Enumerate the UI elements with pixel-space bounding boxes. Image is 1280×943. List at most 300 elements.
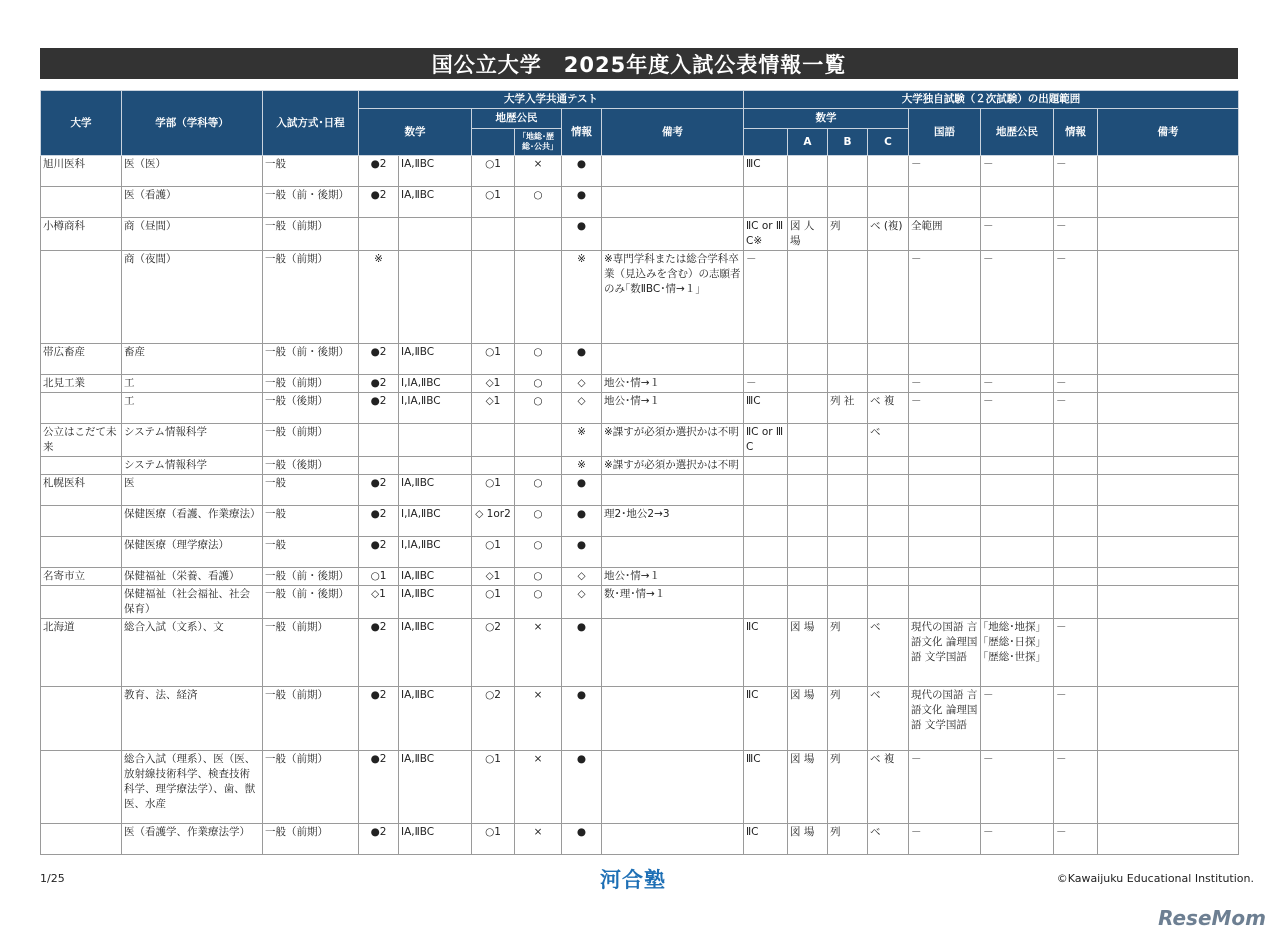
cell-own-math: ⅡC (744, 619, 788, 687)
header-own-exam: 大学独自試験（２次試験）の出題範囲 (744, 91, 1239, 109)
cell-method: 一般（前期） (263, 218, 359, 251)
cell-own-chireki (981, 506, 1054, 537)
cell-own-note (1098, 251, 1239, 344)
cell-univ (41, 537, 122, 568)
cell-cm-chireki-sub (515, 457, 562, 475)
cell-cm-chireki-sub: × (515, 751, 562, 824)
cell-own-info: － (1054, 393, 1098, 424)
cell-cm-chireki: ○1 (472, 586, 515, 619)
header-chireki: 地歴公民 (472, 109, 562, 129)
cell-univ: 公立はこだて未来 (41, 424, 122, 457)
cell-own-math-a (788, 537, 828, 568)
cell-cm-math-subjects: ⅠA,ⅡBC (399, 751, 472, 824)
cell-cm-note (602, 537, 744, 568)
cell-own-math-b: 列 社 (828, 393, 868, 424)
cell-cm-note: ※専門学科または総合学科卒業（見込みを含む）の志願者のみ｢数ⅡBC･情→１｣ (602, 251, 744, 344)
cell-cm-chireki-sub: ○ (515, 375, 562, 393)
cell-cm-math-mark: ●2 (359, 619, 399, 687)
cell-cm-chireki-sub: × (515, 619, 562, 687)
header-math: 数学 (359, 109, 472, 156)
table-row (41, 424, 1239, 457)
cell-own-note (1098, 619, 1239, 687)
cell-own-note (1098, 475, 1239, 506)
cell-own-math-a (788, 568, 828, 586)
table-row (41, 344, 1239, 375)
cell-own-math-b (828, 586, 868, 619)
cell-own-math-a: 図 場 (788, 687, 828, 751)
cell-cm-note: 地公･情→１ (602, 393, 744, 424)
cell-cm-chireki: ○1 (472, 344, 515, 375)
cell-cm-math-mark: ●2 (359, 187, 399, 218)
cell-univ: 旭川医科 (41, 156, 122, 187)
cell-own-chireki: － (981, 156, 1054, 187)
cell-cm-math-subjects: Ⅰ,ⅠA,ⅡBC (399, 393, 472, 424)
cell-own-kokugo: 現代の国語 言語文化 論理国語 文学国語 (909, 687, 981, 751)
cell-own-math-a: 図 場 (788, 751, 828, 824)
cell-own-math-b (828, 568, 868, 586)
cell-faculty: 畜産 (122, 344, 263, 375)
cell-faculty: 商（昼間） (122, 218, 263, 251)
cell-univ (41, 457, 122, 475)
table-row (41, 586, 1239, 619)
cell-own-info: － (1054, 824, 1098, 855)
cell-cm-note (602, 187, 744, 218)
cell-own-info (1054, 457, 1098, 475)
cell-faculty: システム情報科学 (122, 424, 263, 457)
cell-cm-info: ※ (562, 457, 602, 475)
cell-cm-chireki-sub: ○ (515, 568, 562, 586)
cell-own-kokugo (909, 457, 981, 475)
cell-cm-math-subjects (399, 218, 472, 251)
cell-own-kokugo (909, 344, 981, 375)
cell-method: 一般（前期） (263, 251, 359, 344)
cell-cm-chireki: ○1 (472, 187, 515, 218)
header-kokugo: 国語 (909, 109, 981, 156)
cell-own-math-c (868, 537, 909, 568)
cell-cm-note (602, 218, 744, 251)
cell-cm-chireki-sub: × (515, 156, 562, 187)
cell-own-chireki (981, 568, 1054, 586)
cell-own-kokugo: － (909, 751, 981, 824)
cell-cm-math-subjects (399, 424, 472, 457)
cell-univ: 北海道 (41, 619, 122, 687)
cell-own-math: ⅡC (744, 824, 788, 855)
cell-cm-chireki (472, 457, 515, 475)
cell-own-math-a (788, 475, 828, 506)
cell-method: 一般 (263, 537, 359, 568)
cell-own-math-c (868, 568, 909, 586)
cell-cm-chireki (472, 424, 515, 457)
copyright: ©Kawaijuku Educational Institution. (1056, 872, 1254, 885)
cell-cm-chireki-sub (515, 424, 562, 457)
cell-own-chireki (981, 586, 1054, 619)
cell-own-math-b (828, 344, 868, 375)
cell-own-note (1098, 424, 1239, 457)
cell-cm-chireki-sub: ○ (515, 187, 562, 218)
cell-cm-chireki: ○1 (472, 751, 515, 824)
cell-cm-info: ● (562, 156, 602, 187)
header-info: 情報 (562, 109, 602, 156)
cell-cm-math-mark: ●2 (359, 687, 399, 751)
cell-own-kokugo (909, 506, 981, 537)
cell-own-note (1098, 506, 1239, 537)
table-row (41, 457, 1239, 475)
cell-own-math-a: 図 場 (788, 619, 828, 687)
cell-cm-math-mark: ◇1 (359, 586, 399, 619)
cell-own-info (1054, 506, 1098, 537)
cell-univ: 北見工業 (41, 375, 122, 393)
cell-cm-note (602, 824, 744, 855)
cell-own-math (744, 568, 788, 586)
cell-cm-info: ● (562, 475, 602, 506)
cell-own-math-a: 図 人 場 (788, 218, 828, 251)
cell-own-math-c (868, 251, 909, 344)
cell-cm-note: ※課すが必須か選択かは不明 (602, 457, 744, 475)
cell-cm-info: ※ (562, 424, 602, 457)
cell-faculty: 医（医） (122, 156, 263, 187)
cell-cm-chireki: ○2 (472, 619, 515, 687)
cell-own-info: － (1054, 687, 1098, 751)
cell-own-note (1098, 344, 1239, 375)
cell-cm-info: ● (562, 619, 602, 687)
cell-cm-math-mark: ●2 (359, 475, 399, 506)
header-a: A (788, 129, 828, 156)
cell-method: 一般（前期） (263, 687, 359, 751)
cell-cm-note (602, 751, 744, 824)
cell-own-math: ⅡC or ⅢC (744, 424, 788, 457)
cell-univ (41, 586, 122, 619)
cell-own-info: － (1054, 251, 1098, 344)
cell-univ: 名寄市立 (41, 568, 122, 586)
cell-cm-info: ※ (562, 251, 602, 344)
cell-own-note (1098, 156, 1239, 187)
cell-own-kokugo: － (909, 824, 981, 855)
cell-own-math (744, 537, 788, 568)
cell-cm-info: ● (562, 344, 602, 375)
cell-own-math-b: 列 (828, 751, 868, 824)
cell-cm-note (602, 344, 744, 375)
cell-cm-math-subjects: ⅠA,ⅡBC (399, 156, 472, 187)
cell-cm-chireki: ○1 (472, 537, 515, 568)
cell-own-math-a (788, 586, 828, 619)
cell-univ (41, 187, 122, 218)
cell-cm-chireki-sub (515, 251, 562, 344)
cell-own-info: － (1054, 156, 1098, 187)
cell-own-info (1054, 187, 1098, 218)
cell-cm-info: ● (562, 751, 602, 824)
cell-own-note (1098, 751, 1239, 824)
cell-own-info: － (1054, 375, 1098, 393)
cell-faculty: 総合入試（理系）、医（医、放射線技術科学、検査技術科学、理学療法学）、歯、獣医、水産 (122, 751, 263, 824)
cell-own-math-b (828, 251, 868, 344)
cell-faculty: 商（夜間） (122, 251, 263, 344)
cell-own-math-b (828, 156, 868, 187)
table-row (41, 187, 1239, 218)
cell-cm-math-subjects: Ⅰ,ⅠA,ⅡBC (399, 506, 472, 537)
cell-cm-chireki: ○1 (472, 824, 515, 855)
cell-own-note (1098, 218, 1239, 251)
cell-own-note (1098, 586, 1239, 619)
cell-univ (41, 824, 122, 855)
table-row (41, 751, 1239, 824)
cell-cm-math-subjects: Ⅰ,ⅠA,ⅡBC (399, 537, 472, 568)
cell-cm-math-subjects: ⅠA,ⅡBC (399, 475, 472, 506)
header-common-test: 大学入学共通テスト (359, 91, 744, 109)
cell-own-note (1098, 375, 1239, 393)
cell-method: 一般 (263, 156, 359, 187)
cell-own-info: － (1054, 218, 1098, 251)
cell-own-info: － (1054, 619, 1098, 687)
cell-own-math-c: ベ (868, 687, 909, 751)
cell-method: 一般（後期） (263, 393, 359, 424)
cell-own-math-a (788, 375, 828, 393)
cell-cm-chireki: ◇ 1or2 (472, 506, 515, 537)
table-row (41, 218, 1239, 251)
table-row (41, 619, 1239, 687)
cell-own-math-c (868, 506, 909, 537)
cell-cm-info: ◇ (562, 375, 602, 393)
cell-cm-info: ● (562, 187, 602, 218)
cell-own-math-c: ベ 複 (868, 751, 909, 824)
cell-own-chireki (981, 344, 1054, 375)
cell-cm-math-mark: ●2 (359, 824, 399, 855)
page-number: 1/25 (40, 872, 65, 885)
cell-own-math-c: ベ (複) (868, 218, 909, 251)
cell-cm-chireki-sub: ○ (515, 393, 562, 424)
cell-cm-info: ● (562, 687, 602, 751)
cell-cm-math-mark: ●2 (359, 156, 399, 187)
header-own-math-blank (744, 129, 788, 156)
page-title: 国公立大学 2025年度入試公表情報一覧 (40, 48, 1238, 79)
cell-univ (41, 506, 122, 537)
cell-own-info (1054, 586, 1098, 619)
cell-cm-chireki: ○1 (472, 156, 515, 187)
cell-method: 一般（後期） (263, 457, 359, 475)
cell-method: 一般 (263, 475, 359, 506)
cell-own-chireki: － (981, 751, 1054, 824)
cell-own-math-a (788, 457, 828, 475)
cell-own-kokugo (909, 568, 981, 586)
table-row (41, 475, 1239, 506)
cell-own-math: ⅢC (744, 751, 788, 824)
cell-faculty: 工 (122, 393, 263, 424)
cell-cm-math-mark: ○1 (359, 568, 399, 586)
cell-own-math-a (788, 156, 828, 187)
cell-cm-math-mark: ●2 (359, 393, 399, 424)
table-row (41, 251, 1239, 344)
cell-faculty: 保健医療（理学療法） (122, 537, 263, 568)
cell-cm-info: ● (562, 218, 602, 251)
cell-cm-math-subjects: ⅠA,ⅡBC (399, 187, 472, 218)
cell-cm-chireki-sub: × (515, 824, 562, 855)
cell-cm-info: ● (562, 824, 602, 855)
cell-own-math-c (868, 586, 909, 619)
cell-own-chireki (981, 457, 1054, 475)
cell-own-chireki: － (981, 824, 1054, 855)
cell-own-note (1098, 393, 1239, 424)
resemom-watermark: ReseMom (1158, 906, 1266, 930)
header-note: 備考 (602, 109, 744, 156)
cell-own-math-b: 列 (828, 824, 868, 855)
cell-cm-info: ● (562, 506, 602, 537)
cell-cm-chireki: ◇1 (472, 568, 515, 586)
cell-univ (41, 687, 122, 751)
cell-own-chireki (981, 475, 1054, 506)
cell-faculty: 保健福祉（栄養、看護） (122, 568, 263, 586)
cell-cm-note: 数･理･情→１ (602, 586, 744, 619)
cell-own-info (1054, 537, 1098, 568)
header-faculty: 学部（学科等） (122, 91, 263, 156)
cell-cm-info: ◇ (562, 586, 602, 619)
cell-own-math-a: 図 場 (788, 824, 828, 855)
header-own-info: 情報 (1054, 109, 1098, 156)
cell-univ (41, 251, 122, 344)
cell-own-math-a (788, 187, 828, 218)
cell-own-math (744, 475, 788, 506)
cell-cm-chireki-sub (515, 218, 562, 251)
cell-faculty: 医 (122, 475, 263, 506)
cell-own-math: － (744, 375, 788, 393)
cell-cm-math-mark: ●2 (359, 375, 399, 393)
table-row (41, 568, 1239, 586)
cell-cm-chireki-sub: ○ (515, 537, 562, 568)
cell-method: 一般（前・後期） (263, 187, 359, 218)
cell-cm-note (602, 687, 744, 751)
cell-own-info: － (1054, 751, 1098, 824)
cell-method: 一般（前期） (263, 424, 359, 457)
cell-faculty: 工 (122, 375, 263, 393)
cell-own-note (1098, 537, 1239, 568)
cell-own-kokugo: 現代の国語 言語文化 論理国語 文学国語 (909, 619, 981, 687)
cell-own-math-b: 列 (828, 687, 868, 751)
cell-cm-info: ◇ (562, 568, 602, 586)
cell-own-info (1054, 568, 1098, 586)
cell-own-note (1098, 687, 1239, 751)
header-c: C (868, 129, 909, 156)
cell-cm-math-subjects: Ⅰ,ⅠA,ⅡBC (399, 375, 472, 393)
cell-method: 一般 (263, 506, 359, 537)
cell-own-math-c: ベ 複 (868, 393, 909, 424)
cell-method: 一般（前・後期） (263, 344, 359, 375)
cell-cm-chireki: ○2 (472, 687, 515, 751)
cell-cm-info: ◇ (562, 393, 602, 424)
table-row (41, 687, 1239, 751)
cell-own-math (744, 506, 788, 537)
cell-own-math: ⅡC or ⅢC※ (744, 218, 788, 251)
cell-own-chireki: － (981, 687, 1054, 751)
cell-own-info (1054, 344, 1098, 375)
cell-own-math-b (828, 457, 868, 475)
cell-own-chireki (981, 187, 1054, 218)
cell-own-math (744, 187, 788, 218)
cell-own-math-a (788, 424, 828, 457)
cell-own-math: ⅢC (744, 393, 788, 424)
cell-own-chireki: ｢地総･地探｣ ｢歴総･日探｣ ｢歴総･世探｣ (981, 619, 1054, 687)
table-row (41, 375, 1239, 393)
cell-own-chireki: － (981, 393, 1054, 424)
cell-own-note (1098, 457, 1239, 475)
table-row (41, 156, 1239, 187)
cell-own-math-a (788, 344, 828, 375)
cell-cm-math-subjects (399, 251, 472, 344)
cell-cm-math-mark (359, 424, 399, 457)
cell-own-note (1098, 568, 1239, 586)
cell-own-chireki (981, 424, 1054, 457)
cell-faculty: 医（看護学、作業療法学） (122, 824, 263, 855)
cell-univ (41, 751, 122, 824)
cell-cm-note: ※課すが必須か選択かは不明 (602, 424, 744, 457)
cell-own-kokugo (909, 187, 981, 218)
cell-method: 一般（前期） (263, 619, 359, 687)
cell-method: 一般（前・後期） (263, 586, 359, 619)
cell-own-info (1054, 424, 1098, 457)
cell-own-kokugo: － (909, 393, 981, 424)
cell-cm-math-mark: ※ (359, 251, 399, 344)
header-own-chireki: 地歴公民 (981, 109, 1054, 156)
cell-cm-chireki-sub: ○ (515, 344, 562, 375)
cell-own-kokugo (909, 586, 981, 619)
cell-faculty: システム情報科学 (122, 457, 263, 475)
cell-own-math-b (828, 506, 868, 537)
table-row (41, 824, 1239, 855)
cell-own-kokugo: － (909, 156, 981, 187)
cell-cm-math-subjects: ⅠA,ⅡBC (399, 619, 472, 687)
cell-cm-note (602, 156, 744, 187)
cell-own-math-c (868, 475, 909, 506)
cell-own-math-b: 列 (828, 218, 868, 251)
cell-cm-chireki-sub: ○ (515, 586, 562, 619)
cell-cm-chireki-sub: × (515, 687, 562, 751)
cell-own-math-c (868, 457, 909, 475)
cell-cm-note (602, 475, 744, 506)
cell-faculty: 保健医療（看護、作業療法） (122, 506, 263, 537)
cell-faculty: 保健福祉（社会福祉、社会保育） (122, 586, 263, 619)
cell-cm-note: 地公･情→１ (602, 568, 744, 586)
cell-own-math: ⅡC (744, 687, 788, 751)
table-body (41, 156, 1239, 855)
cell-cm-math-mark: ●2 (359, 537, 399, 568)
header-b: B (828, 129, 868, 156)
cell-own-math (744, 344, 788, 375)
cell-cm-math-subjects: ⅠA,ⅡBC (399, 568, 472, 586)
kawaijuku-logo: 河合塾 (600, 868, 666, 892)
cell-own-math-c: ベ (868, 824, 909, 855)
cell-own-math-b (828, 537, 868, 568)
cell-cm-chireki (472, 218, 515, 251)
header-chireki-blank (472, 129, 515, 156)
header-own-math: 数学 (744, 109, 909, 129)
cell-univ: 小樽商科 (41, 218, 122, 251)
cell-own-math: － (744, 251, 788, 344)
header-own-note: 備考 (1098, 109, 1239, 156)
cell-own-kokugo: － (909, 375, 981, 393)
cell-method: 一般（前・後期） (263, 568, 359, 586)
cell-own-math-a (788, 506, 828, 537)
cell-univ: 帯広畜産 (41, 344, 122, 375)
table-row (41, 393, 1239, 424)
cell-cm-math-subjects: ⅠA,ⅡBC (399, 824, 472, 855)
cell-own-kokugo: 全範囲 (909, 218, 981, 251)
cell-own-math (744, 586, 788, 619)
admissions-table (40, 90, 1239, 855)
cell-cm-math-subjects (399, 457, 472, 475)
cell-method: 一般（前期） (263, 824, 359, 855)
cell-cm-math-subjects: ⅠA,ⅡBC (399, 586, 472, 619)
cell-own-note (1098, 187, 1239, 218)
cell-cm-math-mark (359, 457, 399, 475)
cell-own-math-b (828, 187, 868, 218)
cell-cm-chireki-sub: ○ (515, 475, 562, 506)
